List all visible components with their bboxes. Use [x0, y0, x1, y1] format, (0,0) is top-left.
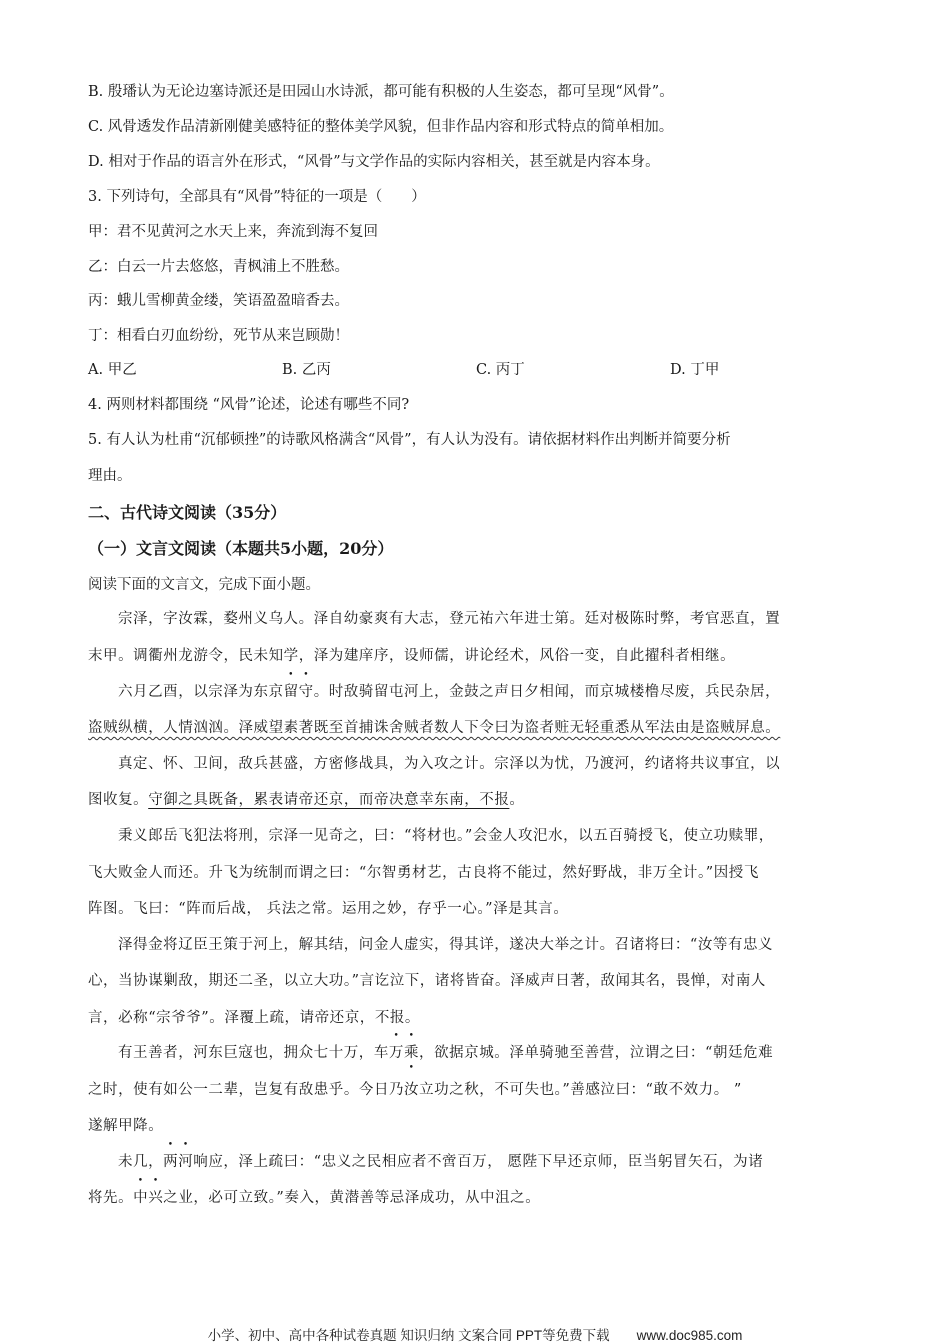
passage-p4-line3: 阵图。飞曰：“阵而后战， 兵法之常。运用之妙，存乎一心。”泽是其言。 [88, 901, 569, 917]
q2-option-b: B. 殷璠认为无论边塞诗派还是田园山水诗派，都可能有积极的人生姿态，都可呈现“风骨”。 [88, 84, 674, 100]
passage-p7-line1 [118, 1152, 763, 1172]
emphasis-char: 乘 [403, 1045, 420, 1061]
q3-line-bing: 丙：蛾儿雪柳黄金缕，笑语盈盈暗香去。 [88, 293, 349, 309]
passage-p6-line2: 之时，使有如公一二辈，岂复有敌患乎。今日乃汝立功之秋，不可失也。”善感泣曰：“敢不效力。 ” [88, 1082, 742, 1098]
passage-p4-line1: 秉义郎岳飞犯法将刑，宗泽一见奇之，曰：“将材也。”会金人攻汜水，以五百骑授飞，使立功赎罪， [118, 828, 774, 844]
passage-p3-line1: 真定、怀、卫间，敌兵甚盛，方密修战具，为入攻之计。宗泽以为忧，乃渡河，约诸将共议事宜，以 [118, 756, 781, 772]
q3-line-jia: 甲：君不见黄河之水天上来，奔流到海不复回 [88, 224, 378, 240]
passage-p7-line2 [88, 1188, 540, 1208]
wavy-underlined-sentence: 盗贼纵横，人情汹汹。泽威望素著既至首捕诛舍贼者数人下令曰为盗者赃无轻重悉从军法由是盗贼屏息。 [88, 720, 781, 736]
text-segment: ，欲据京城。泽单骑驰至善营，泣谓之曰：“朝廷危难 [419, 1045, 774, 1061]
text-segment: 之业，必可立致。”奏入，黄潜善等忌泽成功，从中沮之。 [163, 1190, 541, 1206]
text-segment: 图收复。 [88, 792, 149, 808]
passage-p4-line2: 飞大败金人而还。升飞为统制而谓之曰：“尔智勇材艺，古良将不能过，然好野战，非万全计。”因授飞 [88, 865, 759, 881]
text-segment: 。时敌骑留屯河上，金鼓之声日夕相闻，而京城楼橹尽废，兵民杂居， [313, 684, 781, 700]
passage-p6-line1 [118, 1043, 773, 1063]
q4-stem: 4. 两则材料都围绕 “风骨”论述，论述有哪些不同? [88, 397, 410, 413]
q3-option-a: A. 甲乙 [88, 362, 137, 378]
q3-option-b: B. 乙丙 [282, 362, 331, 378]
page-footer: 小学、初中、高中各种试卷真题 知识归纳 文案合同 PPT等免费下载 www.doc985.com [207, 1328, 743, 1343]
emphasis-char: 两 [163, 1154, 179, 1170]
text-segment: 有王善者，河东巨寇也，拥众七十万，车 [118, 1045, 389, 1061]
passage-p3-line2 [88, 790, 524, 810]
q5-stem-line1: 5. 有人认为杜甫“沉郁顿挫”的诗歌风格满含“风骨”，有人认为没有。请依据材料作出判断并简要分析 [88, 432, 731, 448]
emphasis-char: 万 [388, 1045, 404, 1061]
underlined-sentence: 守御之具既备，累表请帝还京，而帝决意幸东南，不报 [148, 792, 510, 808]
passage-p2-line2 [88, 718, 780, 738]
emphasis-char: 守 [298, 684, 314, 700]
q3-option-c: C. 丙丁 [476, 362, 525, 378]
text-segment: 六月乙酉，以宗泽为东京 [118, 684, 284, 700]
q3-line-yi: 乙：白云一片去悠悠，青枫浦上不胜愁。 [88, 259, 349, 275]
passage-p5-line3: 言，必称“宗爷爷”。泽覆上疏，请帝还京，不报。 [88, 1010, 420, 1026]
q5-stem-line2: 理由。 [88, 468, 132, 484]
emphasis-char: 河 [178, 1154, 194, 1170]
passage-p2-line1 [118, 682, 780, 702]
q2-option-d: D. 相对于作品的语言外在形式，“风骨”与文学作品的实际内容相关，甚至就是内容本身。 [88, 154, 660, 170]
q3-option-d: D. 丁甲 [670, 362, 720, 378]
q3-stem: 3. 下列诗句，全部具有“风骨”特征的一项是（ ） [88, 189, 426, 205]
text-segment: 未几， [118, 1154, 164, 1170]
q3-line-ding: 丁：相看白刃血纷纷，死节从来岂顾勋！ [88, 328, 349, 344]
reading-instruction: 阅读下面的文言文，完成下面小题。 [88, 577, 320, 593]
text-segment: 响应，泽上疏曰：“忠义之民相应者不啻百万， 愿陛下早还京师，臣当躬冒矢石，为诸 [193, 1154, 764, 1170]
passage-p1-line2: 末甲。调衢州龙游令，民未知学，泽为建庠序，设师儒，讲论经术，风俗一变，自此擢科者相继。 [88, 648, 736, 664]
text-segment: 将先。 [88, 1190, 134, 1206]
passage-p1-line1: 宗泽，字汝霖，婺州义乌人。泽自幼豪爽有大志，登元祐六年进士第。廷对极陈时弊，考官恶直，置 [118, 611, 781, 627]
text-segment: 。 [509, 792, 525, 808]
subsection-title: （一）文言文阅读（本题共5小题，20分） [88, 539, 394, 558]
section-title: 二、古代诗文阅读（35分） [88, 503, 287, 522]
passage-p5-line1: 泽得金将辽臣王策于河上，解其结，问金人虚实，得其详，遂决大举之计。召诸将曰：“汝等有忠义 [118, 937, 774, 953]
passage-p5-line2: 心，当协谋剿敌，期还二圣，以立大功。”言讫泣下，诸将皆奋。泽威声日著，敌闻其名，畏惮，对南人 [88, 973, 766, 989]
passage-p6-line3: 遂解甲降。 [88, 1118, 164, 1134]
q2-option-c: C. 风骨透发作品清新刚健美感特征的整体美学风貌，但非作品内容和形式特点的简单相加。 [88, 119, 674, 135]
emphasis-char: 留 [283, 684, 299, 700]
emphasis-char: 兴 [148, 1190, 164, 1206]
emphasis-char: 中 [133, 1190, 149, 1206]
